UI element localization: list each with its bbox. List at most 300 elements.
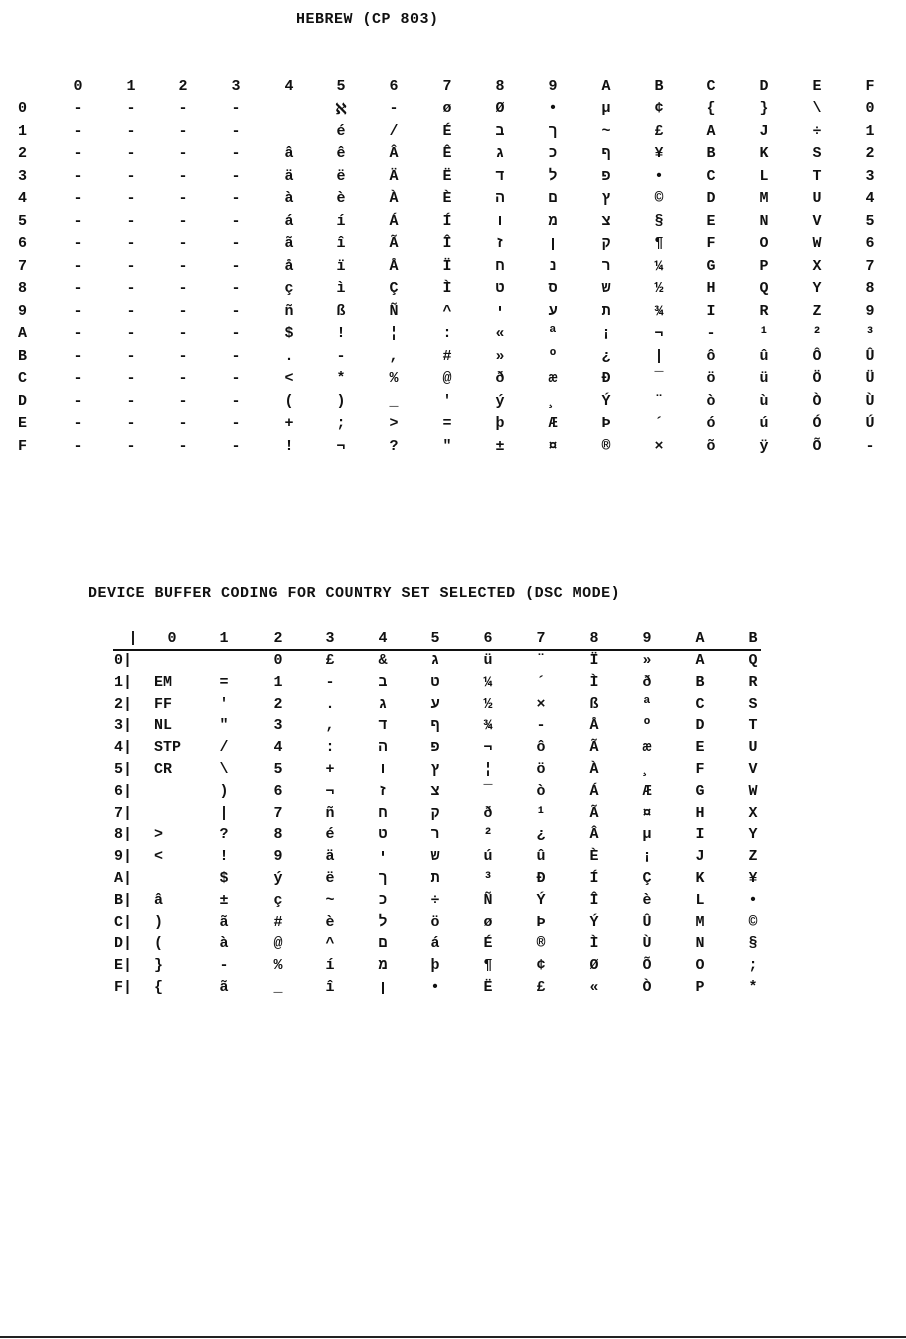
table1-cell: -: [126, 280, 136, 297]
table1-cell: U: [812, 190, 822, 207]
table2-cell: ח: [378, 804, 388, 822]
table1-cell: -: [126, 415, 136, 432]
table1-cell: >: [389, 415, 399, 432]
table2-cell: ð: [642, 673, 652, 691]
table2-cell: .: [325, 695, 335, 713]
table1-cell: -: [231, 437, 241, 455]
table1-cell: Õ: [812, 437, 822, 455]
table1-cell: מ: [548, 212, 558, 230]
table2-cell: U: [748, 739, 758, 757]
table2-row: [0, 957, 906, 979]
table2-cell: é: [325, 826, 335, 844]
table2-cell: G: [695, 782, 705, 800]
table1-cell: נ: [548, 257, 558, 275]
table2-cell: ô: [536, 739, 546, 757]
table1-cell: -: [231, 122, 241, 140]
table2-cell: T: [748, 717, 758, 735]
table1-cell: ô: [706, 347, 716, 365]
table1-cell: Ý: [601, 392, 611, 410]
table2-cell: Â: [589, 826, 599, 844]
table2-cell: è: [325, 913, 335, 931]
table1-cell: -: [231, 302, 241, 320]
table2-cell: É: [483, 935, 493, 953]
table1-cell: 2: [865, 145, 875, 162]
table1-cell: B: [706, 145, 716, 162]
table1-cell: -: [231, 190, 241, 207]
table1-cell: X: [812, 257, 822, 275]
table1-cell: -: [73, 167, 83, 185]
table1-cell: -: [389, 100, 399, 117]
table1-cell: º: [548, 347, 558, 365]
table2-cell: Ì: [589, 935, 599, 953]
table2-cell: §: [748, 935, 758, 953]
table2-cell: 8: [273, 826, 283, 844]
table1-cell: -: [231, 280, 241, 297]
table2-cell: «: [589, 979, 599, 996]
table2-cell: ): [219, 782, 229, 800]
table2-cell: L: [695, 891, 705, 909]
table1-cell: -: [73, 302, 83, 320]
table1-cell: ז: [495, 235, 505, 252]
table2-cell: F: [695, 761, 705, 778]
table2-cell: ~: [325, 891, 335, 909]
table2-cell: Ð: [536, 870, 546, 887]
table1-cell: ñ: [284, 302, 294, 320]
table1-row-label: 0: [18, 100, 28, 117]
table1-cell: I: [706, 302, 716, 320]
table1-cell: ?: [389, 437, 399, 455]
table1-cell: ^: [442, 302, 452, 320]
table2-column-header: 4: [378, 630, 388, 647]
table1-cell: 6: [865, 235, 875, 252]
table1-cell: µ: [601, 100, 611, 117]
table1-cell: -: [178, 280, 188, 297]
table2-cell: ×: [536, 695, 546, 713]
table1-cell: -: [178, 302, 188, 320]
table2-row: [0, 739, 906, 761]
table1-cell: ¦: [389, 325, 399, 342]
table2-column-header: B: [748, 630, 758, 647]
table1-cell: í: [336, 212, 346, 230]
table1-cell: Ö: [812, 370, 822, 387]
table1-cell: «: [495, 325, 505, 342]
table1-cell: ": [442, 437, 452, 455]
table2-cell: NL: [154, 717, 173, 735]
table2-row-label: A|: [114, 870, 133, 887]
table2-cell: N: [695, 935, 705, 953]
table2-row-label: 6|: [114, 782, 133, 800]
table2-cell: ק: [430, 804, 440, 822]
table1-cell: $: [284, 325, 294, 342]
table1-column-header: 2: [178, 78, 188, 95]
table1-cell: _: [389, 392, 399, 410]
table2-cell: ¿: [536, 826, 546, 844]
table1-cell: ¡: [601, 325, 611, 342]
table2-row-label: 1|: [114, 673, 133, 691]
table2-cell: Ò: [642, 979, 652, 996]
table1-cell: 8: [865, 280, 875, 297]
table1-cell: -: [73, 122, 83, 140]
table2-row-label: F|: [114, 979, 133, 996]
table1-cell: ': [442, 392, 452, 410]
table2-cell: ע: [430, 695, 440, 713]
table2-cell: #: [273, 913, 283, 931]
table2-cell: ©: [748, 913, 758, 931]
table1-cell: -: [73, 100, 83, 117]
table1-cell: 1: [865, 122, 875, 140]
table2-cell: H: [695, 804, 705, 822]
table2-cell: /: [219, 739, 229, 757]
table1-cell: -: [126, 122, 136, 140]
table1-cell: ו: [495, 212, 505, 230]
table1-cell: R: [759, 302, 769, 320]
table1-cell: ó: [706, 415, 716, 432]
table1-cell: æ: [548, 370, 558, 387]
table2-cell: ½: [483, 695, 493, 713]
table2-cell: *: [748, 979, 758, 996]
table1-cell: D: [706, 190, 716, 207]
table2-cell: µ: [642, 826, 652, 844]
table1-cell: -: [73, 145, 83, 162]
table1-column-header: B: [654, 78, 664, 95]
table1-row-label: 7: [18, 257, 28, 275]
table2-cell: ¬: [325, 782, 335, 800]
table2-cell: ד: [378, 717, 388, 735]
table1-cell: -: [178, 257, 188, 275]
table1-cell: Ë: [442, 167, 452, 185]
table2-cell: ¾: [483, 717, 493, 735]
table2-cell: B: [695, 673, 705, 691]
table2-cell: <: [154, 848, 164, 866]
table2-cell: ø: [483, 913, 493, 931]
table2-cell: ¶: [483, 957, 493, 975]
table1-column-header: 0: [73, 78, 83, 95]
table1-cell: -: [178, 415, 188, 432]
table2-title: DEVICE BUFFER CODING FOR COUNTRY SET SELECTED (DSC MODE): [88, 585, 621, 602]
table2-cell: {: [154, 979, 164, 996]
table2-cell: ³: [483, 870, 493, 887]
table2-cell: ü: [483, 652, 493, 669]
table2-cell: O: [695, 957, 705, 975]
table1-row-label: 4: [18, 190, 28, 207]
table2-cell: ±: [219, 891, 229, 909]
page-bottom-rule: [0, 1336, 906, 1338]
table2-cell: P: [695, 979, 705, 996]
table1-row-label: 6: [18, 235, 28, 252]
table2-cell: Í: [589, 870, 599, 887]
table2-cell: À: [589, 761, 599, 778]
table1-cell: Ü: [865, 370, 875, 387]
table2-row-label: 8|: [114, 826, 133, 844]
table2-row: [0, 761, 906, 783]
table1-cell: Y: [812, 280, 822, 297]
table1-cell: ט: [495, 280, 505, 297]
table2-cell: 0: [273, 652, 283, 669]
table1-cell: -: [178, 370, 188, 387]
table2-cell: þ: [430, 957, 440, 975]
table2-row: [0, 717, 906, 739]
table1-cell: ¿: [601, 347, 611, 365]
table1-cell: Ç: [389, 280, 399, 297]
table2-cell: C: [695, 695, 705, 713]
table1-cell: ;: [336, 415, 346, 432]
table1-cell: Ð: [601, 370, 611, 387]
table2-cell: Å: [589, 717, 599, 735]
table1-cell: ß: [336, 302, 346, 320]
table1-cell: -: [178, 212, 188, 230]
table2-cell: »: [642, 652, 652, 669]
table2-cell: ë: [325, 870, 335, 887]
table2-cell: ¸: [642, 761, 652, 778]
table2-cell: ץ: [430, 761, 440, 778]
table1-cell: Í: [442, 212, 452, 230]
table2-cell: Û: [642, 913, 652, 931]
table2-cell: Ë: [483, 979, 493, 996]
table1-cell: ë: [336, 167, 346, 185]
table2-cell: A: [695, 652, 705, 669]
table1-cell: -: [706, 325, 716, 342]
table1-row-label: 9: [18, 302, 28, 320]
table1-cell: -: [231, 212, 241, 230]
table1-row-label: 3: [18, 167, 28, 185]
table2-cell: M: [695, 913, 705, 931]
table2-cell: ז: [378, 782, 388, 800]
table2-cell: -: [325, 673, 335, 691]
table1-cell: §: [654, 212, 664, 230]
table1-cell: Å: [389, 257, 399, 275]
table1-row-label: 5: [18, 212, 28, 230]
table1-cell: -: [178, 325, 188, 342]
table1-cell: ת: [601, 302, 611, 320]
table2-cell: ¥: [748, 870, 758, 887]
table2-cell: ף: [430, 717, 440, 735]
table2-cell: Ã: [589, 804, 599, 822]
table1-cell: /: [389, 122, 399, 140]
table1-cell: ¾: [654, 302, 664, 320]
table2-column-header: 1: [219, 630, 229, 647]
table2-cell: ¢: [536, 957, 546, 975]
table1-cell: ð: [495, 370, 505, 387]
table1-cell: -: [126, 347, 136, 365]
table2-cell: í: [325, 957, 335, 975]
table1-cell: Á: [389, 212, 399, 230]
table1-column-header: D: [759, 78, 769, 95]
table2-cell: ú: [483, 848, 493, 866]
table2-cell: EM: [154, 673, 173, 691]
table2-row-label: 2|: [114, 695, 133, 713]
table1-cell: é: [336, 122, 346, 140]
table1-cell: Æ: [548, 415, 558, 432]
table1-cell: -: [231, 235, 241, 252]
table2-row: [0, 674, 906, 696]
table2-cell: X: [748, 804, 758, 822]
table1-cell: Ì: [442, 280, 452, 297]
table2-cell: Ï: [589, 652, 599, 669]
table2-cell: \: [219, 761, 229, 778]
table2-row-label: 9|: [114, 848, 133, 866]
table1-cell: -: [231, 347, 241, 365]
table1-cell: %: [389, 370, 399, 387]
table2-cell: ם: [378, 935, 388, 953]
table1-cell: E: [706, 212, 716, 230]
table1-cell: È: [442, 190, 452, 207]
table2-cell: ": [219, 717, 229, 735]
table1-cell: -: [73, 437, 83, 455]
table1-cell: -: [178, 235, 188, 252]
table1-cell: Ò: [812, 392, 822, 410]
table1-cell: ú: [759, 415, 769, 432]
table1-cell: ¶: [654, 235, 664, 252]
table2-cell: ¹: [536, 804, 546, 822]
table1-row-label: E: [18, 415, 28, 432]
table1-cell: -: [73, 325, 83, 342]
table2-header-rule: [113, 649, 761, 651]
table2-cell: ñ: [325, 804, 335, 822]
table2-cell: á: [430, 935, 440, 953]
table2-cell: £: [325, 652, 335, 669]
table2-row-label: B|: [114, 891, 133, 909]
table2-cell: ך: [378, 870, 388, 887]
table1-cell: ¨: [654, 392, 664, 410]
table1-cell: P: [759, 257, 769, 275]
table1-cell: ץ: [601, 190, 611, 207]
table1-cell: F: [706, 235, 716, 252]
table2-row-label: D|: [114, 935, 133, 953]
table1-cell: פ: [601, 167, 611, 185]
table1-cell: •: [548, 100, 558, 117]
table2-cell: Ñ: [483, 891, 493, 909]
table2-cell: ÷: [430, 891, 440, 909]
table1-cell: #: [442, 347, 452, 365]
table2-cell: ת: [430, 870, 440, 887]
table1-cell: -: [126, 145, 136, 162]
table1-column-header: 6: [389, 78, 399, 95]
table2-cell: Ì: [589, 673, 599, 691]
table2-cell: כ: [378, 891, 388, 909]
table1-cell: -: [126, 257, 136, 275]
table2-cell: û: [536, 848, 546, 866]
table2-cell: ã: [219, 979, 229, 996]
table2-cell: &: [378, 652, 388, 669]
table1-cell: ½: [654, 280, 664, 297]
table2-cell: 2: [273, 695, 283, 713]
table1-cell: -: [126, 325, 136, 342]
table2-cell: ¦: [483, 761, 493, 778]
table2-cell: ´: [536, 673, 546, 691]
table1-cell: S: [812, 145, 822, 162]
table2-cell: !: [219, 848, 229, 866]
table1-cell: Ó: [812, 415, 822, 432]
table1-cell: ò: [706, 392, 716, 410]
table2-cell: ו: [378, 761, 388, 778]
table1-cell: »: [495, 347, 505, 365]
table1-cell: ר: [601, 257, 611, 275]
table1-column-header: 8: [495, 78, 505, 95]
table2-cell: ä: [325, 848, 335, 866]
table1-cell: -: [178, 347, 188, 365]
table1-cell: -: [231, 370, 241, 387]
table2-cell: Õ: [642, 957, 652, 975]
table1-cell: £: [654, 122, 664, 140]
table1-cell: ך: [548, 122, 558, 140]
table1-cell: @: [442, 370, 452, 387]
table2-cell: ¯: [483, 782, 493, 800]
table1-cell: à: [284, 190, 294, 207]
table2-cell: CR: [154, 761, 173, 778]
table2-cell: ¡: [642, 848, 652, 866]
table2-cell: ¼: [483, 673, 493, 691]
table1-cell: ª: [548, 325, 558, 342]
table1-cell: â: [284, 145, 294, 162]
table1-cell: -: [231, 257, 241, 275]
table2-cell: 4: [273, 739, 283, 757]
table1-cell: è: [336, 190, 346, 207]
table1-cell: -: [126, 212, 136, 230]
table1-cell: -: [126, 370, 136, 387]
table2-cell: מ: [378, 957, 388, 975]
table1-row-label: F: [18, 437, 28, 455]
table1-cell: ¬: [336, 437, 346, 455]
table2-row: [0, 805, 906, 827]
table2-row: [0, 892, 906, 914]
table1-cell: C: [706, 167, 716, 185]
table2-cell: Ý: [536, 891, 546, 909]
table2-cell: Ø: [589, 957, 599, 975]
table2-cell: ð: [483, 804, 493, 822]
table2-cell: •: [748, 891, 758, 909]
table1-cell: ה: [495, 190, 505, 207]
table1-cell: כ: [548, 145, 558, 162]
table2-cell: ß: [589, 695, 599, 713]
table2-cell: º: [642, 717, 652, 735]
table1-cell: 3: [865, 167, 875, 185]
table1-cell: ×: [654, 437, 664, 455]
table1-cell: ö: [706, 370, 716, 387]
table1-cell: י: [495, 302, 505, 320]
table1-row-label: C: [18, 370, 28, 387]
table1-column-header: 9: [548, 78, 558, 95]
table1-cell: {: [706, 100, 716, 117]
table2-header-divider: |: [128, 630, 138, 647]
table1-cell: ï: [336, 257, 346, 275]
table2-cell: £: [536, 979, 546, 996]
table2-cell: Y: [748, 826, 758, 844]
table1-cell: ¬: [654, 325, 664, 342]
table2-cell: צ: [430, 782, 440, 800]
table1-cell: =: [442, 415, 452, 432]
table2-cell: 6: [273, 782, 283, 800]
table2-row: [0, 848, 906, 870]
table1-cell: *: [336, 370, 346, 387]
table2-cell: פ: [430, 739, 440, 757]
table2-row-label: 3|: [114, 717, 133, 735]
table1-cell: á: [284, 212, 294, 230]
table1-cell: ח: [495, 257, 505, 275]
table2-cell: (: [154, 935, 164, 953]
table1-cell: M: [759, 190, 769, 207]
table2-cell: 7: [273, 804, 283, 822]
table2-cell: È: [589, 848, 599, 866]
table1-cell: Q: [759, 280, 769, 297]
table2-cell: D: [695, 717, 705, 735]
table1-cell: K: [759, 145, 769, 162]
table2-cell: Þ: [536, 913, 546, 931]
table2-cell: ¨: [536, 652, 546, 669]
table2-cell: E: [695, 739, 705, 757]
table1-cell: ע: [548, 302, 558, 320]
table2-cell: ): [154, 913, 164, 931]
table1-cell: :: [442, 325, 452, 342]
